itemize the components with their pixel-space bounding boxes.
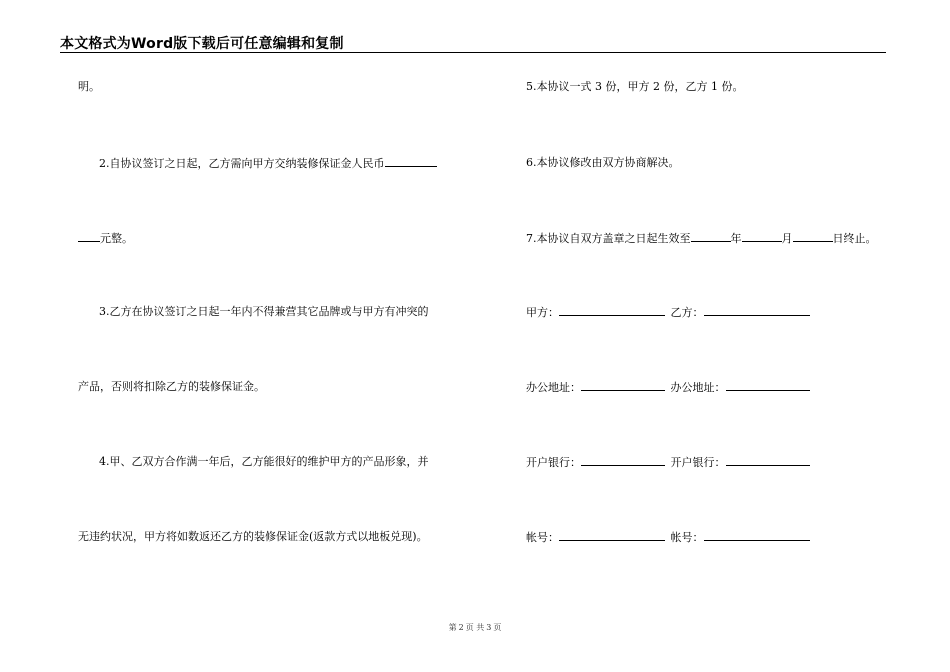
right-clause-7 [526,231,877,246]
amount-blank [385,156,437,167]
left-line-1: 明。 [78,80,100,93]
left-clause-3: 3.乙方在协议签订之日起一年内不得兼营其它品牌或与甲方有冲突的 [99,305,429,318]
account-label-b: 帐号： [670,531,704,544]
clause-2-text: 2.自协议签订之日起，乙方需向甲方交纳装修保证金人民币 [99,157,385,170]
bank-row [526,455,810,470]
amount-blank-continued [78,231,100,242]
office-address-label-a: 办公地址： [526,381,581,394]
clause-7-year: 年 [730,232,742,245]
left-clause-4: 4.甲、乙双方合作满一年后，乙方能很好的维护甲方的产品形象，并 [99,455,429,468]
bank-blank-b [726,455,810,466]
clause-7-suffix: 日终止。 [832,232,877,245]
account-blank-a [559,530,665,541]
party-row [526,305,810,320]
page-mid: 页 共 [465,623,485,632]
page-suffix: 页 [493,623,502,632]
office-address-label-b: 办公地址： [670,381,726,394]
right-clause-5: 5.本协议一式 3 份，甲方 2 份，乙方 1 份。 [526,80,744,93]
year-blank [691,231,731,242]
bank-blank-a [581,455,665,466]
left-line-7: 无违约状况，甲方将如数返还乙方的装修保证金(返款方式以地板兑现)。 [78,530,428,543]
account-blank-b [704,530,810,541]
bank-label-b: 开户银行： [670,456,726,469]
day-blank [793,231,833,242]
page-prefix: 第 [448,623,457,632]
account-row [526,530,810,545]
office-address-blank-b [726,380,810,391]
header-divider [60,52,886,53]
office-address-blank-a [581,380,665,391]
party-b-blank [704,305,810,316]
clause-7-prefix: 7.本协议自双方盖章之日起生效至 [526,232,691,245]
party-a-label: 甲方： [526,306,559,319]
left-line-3 [78,231,133,246]
right-clause-6: 6.本协议修改由双方协商解决。 [526,156,680,169]
page-footer [0,622,950,633]
account-label-a: 帐号： [526,531,559,544]
document-header-title: 本文格式为Word版下载后可任意编辑和复制 [60,36,344,52]
page-total: 3 [486,623,492,632]
left-clause-2 [99,156,437,171]
page-current: 2 [458,623,464,632]
clause-7-month: 月 [781,232,793,245]
bank-label-a: 开户银行： [526,456,581,469]
party-b-label: 乙方： [670,306,704,319]
clause-2-suffix: 元整。 [100,232,133,245]
party-a-blank [559,305,665,316]
office-address-row [526,380,810,395]
month-blank [742,231,782,242]
left-line-5: 产品，否则将扣除乙方的装修保证金。 [78,380,265,393]
